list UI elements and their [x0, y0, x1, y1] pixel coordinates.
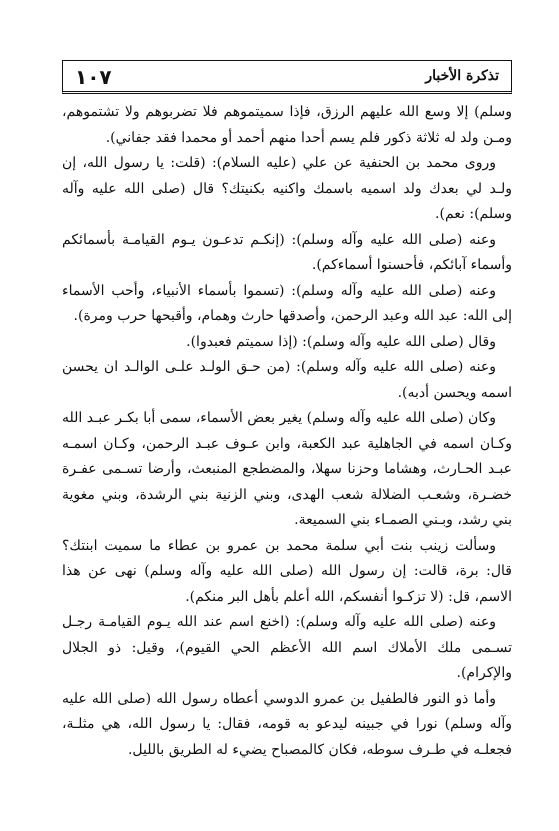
page-header [62, 60, 512, 94]
paragraph: وقال (صلى الله عليه وآله وسلم): (إذا سميتم فعبدوا). [186, 333, 496, 350]
paragraph: وعنه (صلى الله عليه وآله وسلم): (من حـق الولـد علـى الوالـد ان يحسن اسمه ويحسن أدبه). [62, 359, 512, 401]
page-number: ١٠٧ [75, 65, 112, 89]
paragraph: وسلم) إلا وسع الله عليهم الرزق، فإذا سميتموهم فلا تضربوهم ولا تشتموهم، ومـن ولد له ثلاثة ذكور فلم يسم أحدا منهم أحمد أو محمدا فقد جفاني). [62, 104, 512, 146]
paragraph: وسألت زينب بنت أبي سلمة محمد بن عمرو بن عطاء ما سميت ابنتك؟ قال: برة، قالت: إن رسول الله (صلى الله عليه وآله وسلم) نهى عن هذا الاسم، قل: (لا تزكـوا أنفسكم، الله أعلم بأهل البر منكم). [62, 537, 512, 605]
paragraph: وعنه (صلى الله عليه وآله وسلم): (تسموا بأسماء الأنبياء، وأحب الأسماء إلى الله: عبد الله وعبد الرحمن، وأصدقها حارث وهمام، وأقبحها حرب ومرة). [62, 282, 512, 324]
body-text [62, 100, 512, 763]
running-title: تذكرة الأخبار [425, 68, 499, 84]
paragraph: وروى محمد بن الحنفية عن علي (عليه السلام): (قلت: يا رسول الله، إن ولـد لي بعدك ولد اسميه باسمك واكنيه بكنيتك؟ قال (صلى الله عليه وآله وسلم): نعم). [62, 155, 512, 222]
book-page [62, 60, 512, 763]
paragraph: وكان (صلى الله عليه وآله وسلم) يغير بعض الأسماء، سمى أبا بكـر عبـد الله وكـان اسمه في الجاهلية عبد الكعبة، وابن عـوف عبـد الرحمن، وكـان اسمـه عبـد الحـارث، وهشاما وحزنا سهلا، والمضطجع المنبعث، وأرضا تسـمى عفـرة خضـرة، وشعـب الضلالة شعب الهدى، وبني الزنية بني الرشدة، وبني مغوية بني رشد، وبـني الصمـاء بني السميعة. [62, 410, 512, 528]
paragraph: وأما ذو النور فالطفيل بن عمرو الدوسي أعطاه رسول الله (صلى الله عليه وآله وسلم) نورا في جبينه ليدعو به قومه، فقال: يا رسول الله، هي مثلـة، فجعلـه في طـرف سوطه، فكان كالمصباح يضيء له الطريق بالليل. [62, 690, 512, 758]
paragraph: وعنه (صلى الله عليه وآله وسلم): (إنكـم تدعـون يـوم القيامـة بأسمائكم وأسماء آبائكم، فأحسنوا أسماءكم). [62, 231, 512, 273]
paragraph: وعنه (صلى الله عليه وآله وسلم): (اخنع اسم عند الله يـوم القيامـة رجـل تسـمى ملك الأملاك اسم الله الأعظم الحي القيوم)، وقيل: ذو الجلال والإكرام). [62, 614, 512, 681]
